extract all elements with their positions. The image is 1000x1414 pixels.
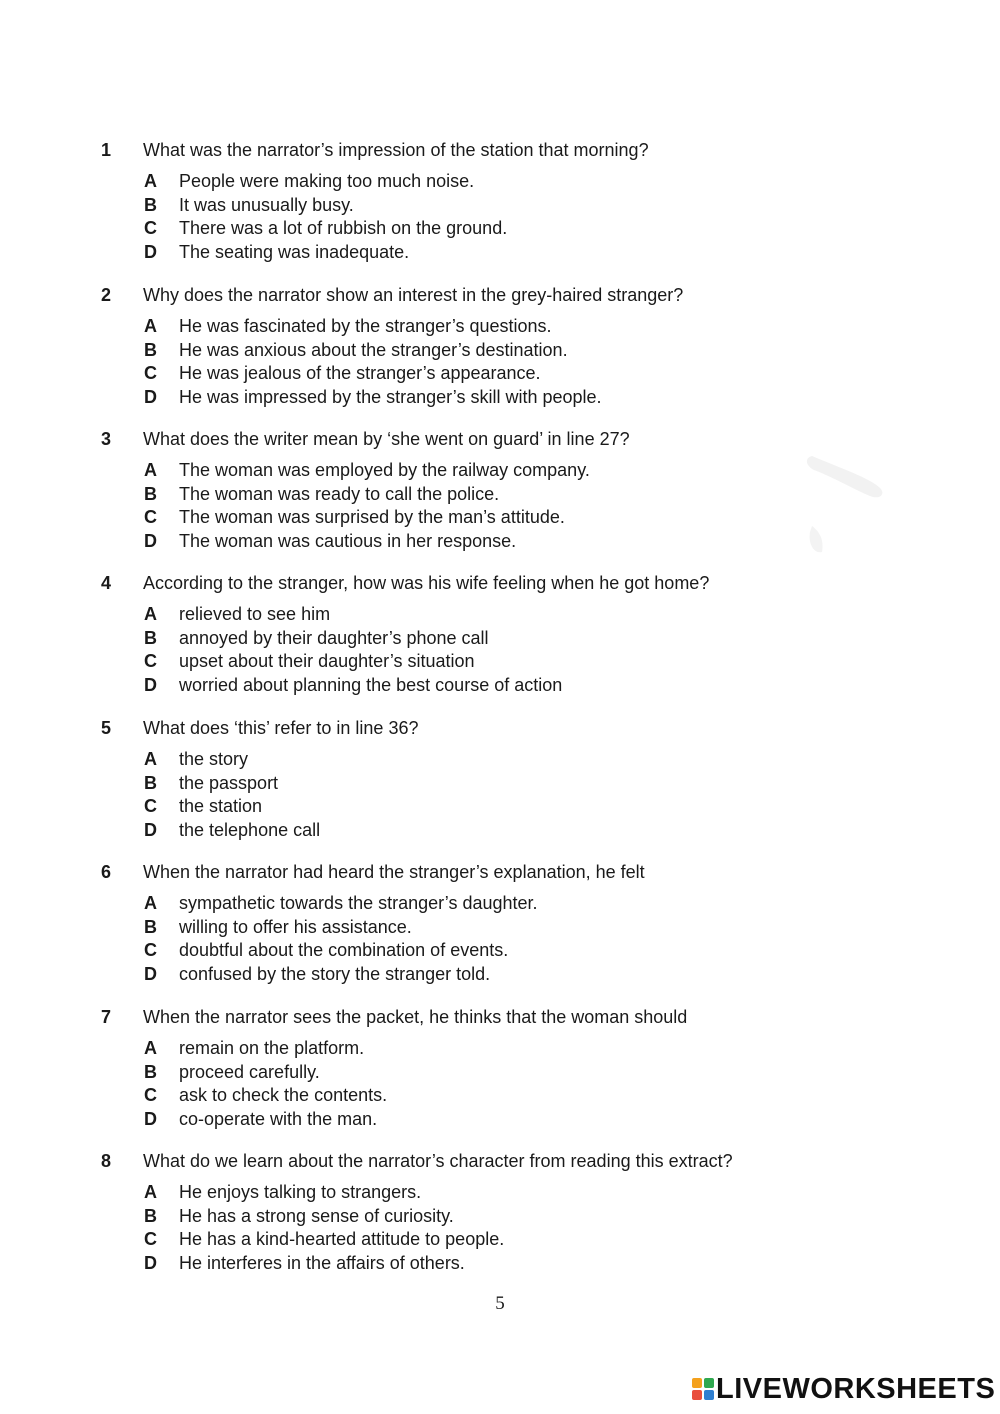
option-letter: B <box>144 1205 157 1226</box>
question <box>0 716 1000 842</box>
option-letter: A <box>144 749 157 769</box>
answer-option-c[interactable] <box>0 1228 1000 1252</box>
option-letter: D <box>144 963 157 984</box>
option-text: He was jealous of the stranger’s appearance. <box>179 363 541 383</box>
option-text: There was a lot of rubbish on the ground. <box>179 218 508 238</box>
option-text: He interferes in the affairs of others. <box>179 1252 465 1273</box>
answer-option-c[interactable] <box>0 939 1000 963</box>
question-number: 8 <box>101 1151 112 1171</box>
question-header <box>0 860 1000 884</box>
question-text: What was the narrator’s impression of the station that morning? <box>143 140 649 160</box>
question-number: 6 <box>101 862 112 882</box>
option-list <box>0 170 1000 264</box>
option-letter: C <box>144 363 157 383</box>
option-list <box>0 1181 1000 1275</box>
liveworksheets-brand-text: LIVEWORKSHEETS <box>716 1372 996 1405</box>
option-text: willing to offer his assistance. <box>179 916 412 937</box>
answer-option-d[interactable] <box>0 241 1000 265</box>
option-letter: C <box>144 940 157 960</box>
answer-option-d[interactable] <box>0 386 1000 410</box>
question-number: 1 <box>101 140 112 160</box>
option-letter: D <box>144 674 157 695</box>
option-letter: C <box>144 796 157 816</box>
option-letter: B <box>144 194 157 215</box>
liveworksheets-logo-icon <box>692 1378 714 1400</box>
question-header <box>0 571 1000 595</box>
answer-option-b[interactable] <box>0 1205 1000 1229</box>
option-text: remain on the platform. <box>179 1038 365 1058</box>
option-letter: C <box>144 1229 157 1249</box>
option-text: proceed carefully. <box>179 1061 320 1082</box>
option-letter: B <box>144 772 157 793</box>
option-letter: B <box>144 483 157 504</box>
option-letter: A <box>144 460 157 480</box>
question-number: 3 <box>101 429 112 449</box>
option-letter: D <box>144 241 157 262</box>
question <box>0 1005 1000 1131</box>
option-text: The woman was surprised by the man’s attitude. <box>179 507 565 527</box>
answer-option-c[interactable] <box>0 362 1000 386</box>
option-letter: A <box>144 604 157 624</box>
question <box>0 138 1000 264</box>
option-text: He was anxious about the stranger’s destination. <box>179 339 568 360</box>
option-text: the station <box>179 796 263 816</box>
question-number: 7 <box>101 1007 112 1027</box>
question <box>0 283 1000 409</box>
option-text: He has a kind-hearted attitude to people. <box>179 1229 505 1249</box>
option-letter: A <box>144 171 157 191</box>
question <box>0 1149 1000 1275</box>
question-number: 4 <box>101 573 112 593</box>
answer-option-b[interactable] <box>0 339 1000 363</box>
option-letter: A <box>144 893 157 913</box>
option-text: ask to check the contents. <box>179 1085 388 1105</box>
answer-option-a[interactable] <box>0 1037 1000 1061</box>
option-letter: C <box>144 507 157 527</box>
answer-option-d[interactable] <box>0 819 1000 843</box>
answer-option-d[interactable] <box>0 1252 1000 1276</box>
option-text: upset about their daughter’s situation <box>179 651 475 671</box>
question-text: Why does the narrator show an interest in the grey-haired stranger? <box>143 285 684 305</box>
page-number: 5 <box>495 1293 505 1314</box>
option-text: He was impressed by the stranger’s skill with people. <box>179 386 602 407</box>
answer-option-b[interactable] <box>0 194 1000 218</box>
scan-smudge <box>800 448 890 558</box>
question-text: When the narrator sees the packet, he thinks that the woman should <box>143 1007 688 1027</box>
option-letter: A <box>144 1038 157 1058</box>
option-text: He enjoys talking to strangers. <box>179 1182 422 1202</box>
answer-option-c[interactable] <box>0 795 1000 819</box>
question-header <box>0 1149 1000 1173</box>
answer-option-a[interactable] <box>0 748 1000 772</box>
answer-option-b[interactable] <box>0 627 1000 651</box>
option-list <box>0 748 1000 842</box>
question-number: 5 <box>101 718 112 738</box>
answer-option-d[interactable] <box>0 1108 1000 1132</box>
question <box>0 571 1000 697</box>
question-text: What does ‘this’ refer to in line 36? <box>143 718 419 738</box>
option-list <box>0 603 1000 697</box>
answer-option-b[interactable] <box>0 772 1000 796</box>
question-number: 2 <box>101 285 112 305</box>
option-letter: D <box>144 1108 157 1129</box>
option-list <box>0 1037 1000 1131</box>
option-text: the passport <box>179 772 279 793</box>
option-letter: D <box>144 386 157 407</box>
answer-option-c[interactable] <box>0 650 1000 674</box>
option-letter: B <box>144 627 157 648</box>
answer-option-a[interactable] <box>0 603 1000 627</box>
answer-option-a[interactable] <box>0 892 1000 916</box>
option-text: It was unusually busy. <box>179 194 354 215</box>
option-letter: C <box>144 218 157 238</box>
option-text: The woman was employed by the railway company. <box>179 460 590 480</box>
answer-option-b[interactable] <box>0 1061 1000 1085</box>
option-text: He has a strong sense of curiosity. <box>179 1205 454 1226</box>
option-text: People were making too much noise. <box>179 171 475 191</box>
answer-option-a[interactable] <box>0 315 1000 339</box>
option-letter: C <box>144 1085 157 1105</box>
question-text: What do we learn about the narrator’s character from reading this extract? <box>143 1151 733 1171</box>
option-text: the story <box>179 749 249 769</box>
answer-option-d[interactable] <box>0 674 1000 698</box>
option-text: annoyed by their daughter’s phone call <box>179 627 489 648</box>
question <box>0 860 1000 986</box>
option-list <box>0 892 1000 986</box>
option-letter: B <box>144 1061 157 1082</box>
answer-option-c[interactable] <box>0 217 1000 241</box>
answer-option-c[interactable] <box>0 1084 1000 1108</box>
answer-option-a[interactable] <box>0 1181 1000 1205</box>
option-text: the telephone call <box>179 819 321 840</box>
option-letter: C <box>144 651 157 671</box>
option-text: The woman was ready to call the police. <box>179 483 500 504</box>
liveworksheets-watermark[interactable] <box>692 1372 995 1406</box>
option-text: relieved to see him <box>179 604 331 624</box>
option-text: He was fascinated by the stranger’s questions. <box>179 316 552 336</box>
option-letter: A <box>144 316 157 336</box>
option-letter: D <box>144 1252 157 1273</box>
option-text: The seating was inadequate. <box>179 241 410 262</box>
option-text: doubtful about the combination of events. <box>179 940 509 960</box>
option-text: The woman was cautious in her response. <box>179 530 517 551</box>
question-text: According to the stranger, how was his wife feeling when he got home? <box>143 573 710 593</box>
option-text: sympathetic towards the stranger’s daughter. <box>179 893 538 913</box>
answer-option-a[interactable] <box>0 170 1000 194</box>
option-letter: D <box>144 530 157 551</box>
question-header <box>0 716 1000 740</box>
option-letter: B <box>144 916 157 937</box>
option-letter: D <box>144 819 157 840</box>
option-text: worried about planning the best course of action <box>179 674 563 695</box>
question-text: What does the writer mean by ‘she went on guard’ in line 27? <box>143 429 630 449</box>
question-header <box>0 138 1000 162</box>
option-text: co-operate with the man. <box>179 1108 378 1129</box>
option-list <box>0 315 1000 409</box>
question-header <box>0 283 1000 307</box>
question-header <box>0 1005 1000 1029</box>
answer-option-b[interactable] <box>0 916 1000 940</box>
question-text: When the narrator had heard the stranger’s explanation, he felt <box>143 862 645 882</box>
option-text: confused by the story the stranger told. <box>179 963 491 984</box>
option-letter: A <box>144 1182 157 1202</box>
option-letter: B <box>144 339 157 360</box>
answer-option-d[interactable] <box>0 963 1000 987</box>
